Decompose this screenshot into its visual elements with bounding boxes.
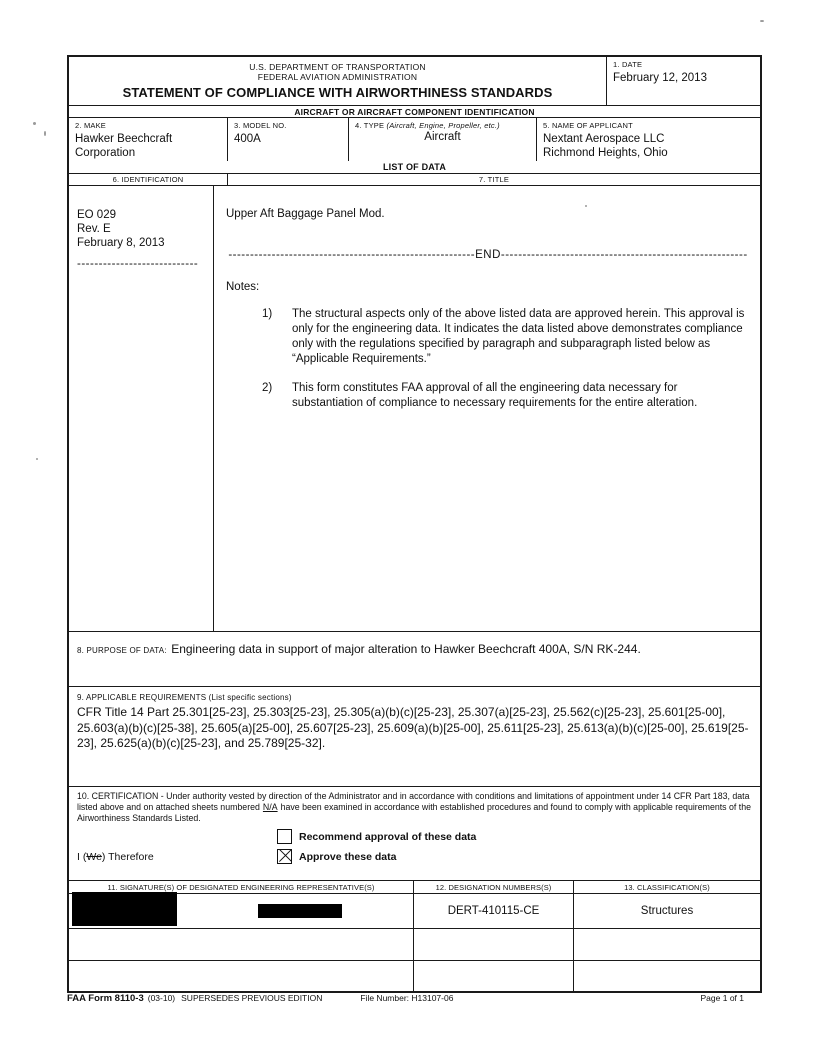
band-list-of-data: LIST OF DATA <box>69 161 760 174</box>
form-header-row <box>69 57 760 105</box>
revision: Rev. E <box>77 223 111 235</box>
approve-data-checkbox <box>277 849 292 864</box>
type-field <box>349 118 537 161</box>
date-label: 1. DATE <box>613 60 643 69</box>
designation-number: DERT-410115-CE <box>414 894 574 928</box>
scan-artifact <box>36 458 38 460</box>
designation-cell <box>414 929 574 960</box>
signature-row-3 <box>69 960 760 991</box>
model-value: 400A <box>234 133 261 145</box>
signature-column-header: 11. SIGNATURE(S) OF DESIGNATED ENGINEERING REPRESENTATIVE(S) <box>69 881 414 893</box>
approve-data-row <box>77 849 752 864</box>
form-number: FAA Form 8110-3 <box>67 993 144 1004</box>
note-text: This form constitutes FAA approval of all the engineering data necessary for substantiation of compliance to necessary requirements for the entire alteration. <box>292 382 698 409</box>
certification-text: 10. CERTIFICATION - Under authority vested by direction of the Administrator and in accordance with conditions and limitations of appointment under 14 CFR Part 183, data listed above and on attached sheets numbered N/A have been examined in accordance with established procedures and found to comply with applicable requirements of the Airworthiness Standards Listed. <box>77 791 752 823</box>
type-label-detail: (Aircraft, Engine, Propeller, etc.) <box>386 121 500 130</box>
applicable-requirements-section <box>69 686 760 786</box>
note-text: The structural aspects only of the above listed data are approved herein. This approval is only for the engineering data. It indicates the data listed above demonstrates compliance only with the regulations specified by paragraph and subparagraph listed below as “Applicable Requirements.” <box>292 308 745 365</box>
classification-cell <box>574 961 760 991</box>
form-edition: (03-10) <box>147 993 176 1003</box>
type-value: Aircraft <box>424 131 461 143</box>
title-column-header: 7. TITLE <box>228 174 760 186</box>
note-number: 1) <box>262 308 273 320</box>
identification-column-header: 6. IDENTIFICATION <box>69 174 228 186</box>
supersedes-note: SUPERSEDES PREVIOUS EDITION <box>181 993 323 1003</box>
identification-entry <box>69 186 214 631</box>
dept-line-1: U.S. DEPARTMENT OF TRANSPORTATION <box>249 62 426 72</box>
designation-cell <box>414 961 574 991</box>
applicant-location: Richmond Heights, Ohio <box>543 147 668 159</box>
classification-value: Structures <box>640 905 694 917</box>
file-number: File Number: H13107-06 <box>360 993 454 1003</box>
notes-heading: Notes: <box>226 281 260 293</box>
model-label: 3. MODEL NO. <box>234 121 287 130</box>
applicant-label: 5. NAME OF APPLICANT <box>543 121 633 130</box>
note-item-1 <box>226 307 750 367</box>
redacted-signature <box>258 904 342 918</box>
purpose-value: Engineering data in support of major alteration to Hawker Beechcraft 400A, S/N RK-244. <box>171 642 641 656</box>
scan-artifact <box>760 20 764 22</box>
date-value: February 12, 2013 <box>613 72 707 84</box>
dept-line-2: FEDERAL AVIATION ADMINISTRATION <box>257 72 418 82</box>
form-footer <box>67 993 762 1004</box>
faa-form-8110-3 <box>67 55 762 993</box>
note-item-2 <box>226 381 750 411</box>
applicant-field <box>537 118 760 161</box>
purpose-of-data-section <box>69 631 760 686</box>
list-of-data-body <box>69 186 760 631</box>
date-field <box>607 57 760 105</box>
signature-cell <box>69 929 414 960</box>
attached-sheets-na: N/A <box>262 802 278 812</box>
form-header-titles <box>69 57 607 105</box>
signature-row-1 <box>69 893 760 928</box>
classification-cell <box>574 929 760 960</box>
note-number: 2) <box>262 382 273 394</box>
approve-data-label: Approve these data <box>299 850 397 863</box>
eo-date: February 8, 2013 <box>77 237 165 249</box>
purpose-label: 8. PURPOSE OF DATA: <box>77 646 167 655</box>
signature-row-2 <box>69 928 760 960</box>
classification-column-header: 13. CLASSIFICATION(S) <box>624 883 710 892</box>
recommend-approval-checkbox <box>277 829 292 844</box>
list-of-data-header <box>69 174 760 186</box>
requirements-label: 9. APPLICABLE REQUIREMENTS (List specific sections) <box>77 693 292 702</box>
make-value: Hawker Beechcraft Corporation <box>75 133 173 159</box>
identification-divider-dashes: ---------------------------- <box>77 258 199 270</box>
therefore-text: I (We) Therefore <box>77 850 154 863</box>
struck-we: We <box>86 850 102 863</box>
eo-number: EO 029 <box>77 209 116 221</box>
scan-artifact <box>44 131 46 136</box>
signature-cell <box>69 961 414 991</box>
signature-cell <box>69 894 414 928</box>
data-title: Upper Aft Baggage Panel Mod. <box>226 208 385 220</box>
recommend-approval-label: Recommend approval of these data <box>299 830 477 843</box>
applicant-name: Nextant Aerospace LLC <box>543 133 665 145</box>
end-marker-line: ---------------------------------------------------------END--------------------------------------------------------- <box>228 249 748 261</box>
make-label: 2. MAKE <box>75 121 106 130</box>
recommend-approval-row <box>77 829 752 844</box>
redacted-signature <box>72 892 177 926</box>
page-indicator: Page 1 of 1 <box>700 993 744 1003</box>
certification-section <box>69 786 760 880</box>
type-label: 4. TYPE (Aircraft, Engine, Propeller, etc.) <box>355 121 500 130</box>
band-aircraft-identification: AIRCRAFT OR AIRCRAFT COMPONENT IDENTIFICATION <box>69 105 760 118</box>
make-field <box>69 118 228 161</box>
designation-column-header: 12. DESIGNATION NUMBERS(S) <box>414 881 574 893</box>
form-title: STATEMENT OF COMPLIANCE WITH AIRWORTHINESS STANDARDS <box>122 85 553 100</box>
requirements-value: CFR Title 14 Part 25.301[25-23], 25.303[25-23], 25.305(a)(b)(c)[25-23], 25.307(a)[25-23], 25.562(c)[25-23], 25.601[25-00], 25.603(a)(b)(c)[25-38], 25.605(a)[25-00], 25.607[25-23], 25.609(a)(b)[25-00], 25.611[25-23], 25.613(a)(b)(c)[25-00], 25.619[25-23], 25.625(a)(b)(c)[25-23], and 25.789[25-32]. <box>77 705 749 750</box>
model-field <box>228 118 349 161</box>
title-entry <box>214 186 760 631</box>
identification-fields-row <box>69 118 760 161</box>
scan-artifact <box>33 122 36 125</box>
